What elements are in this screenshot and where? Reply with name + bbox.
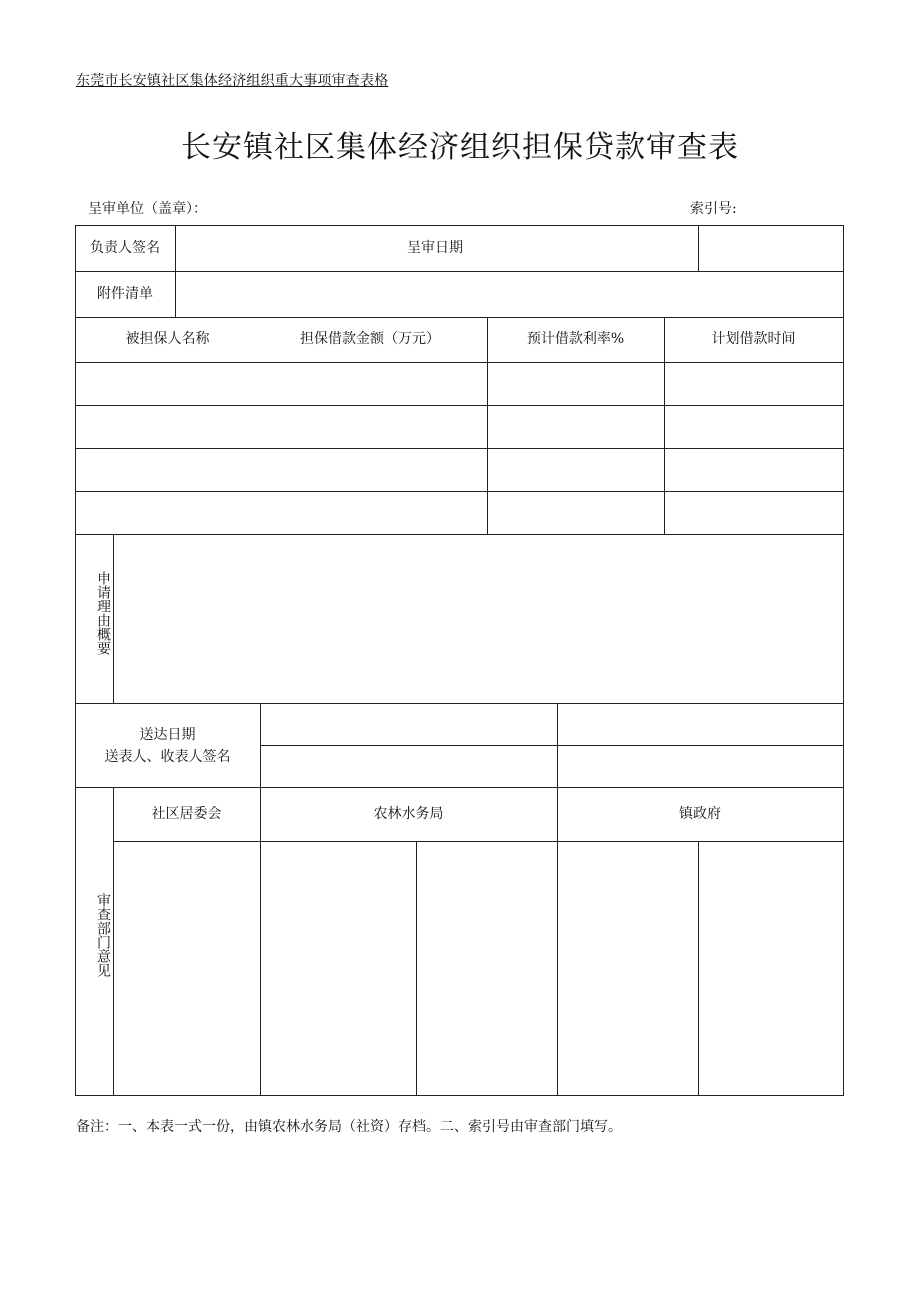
submitter-label: 呈审单位（盖章）：	[88, 201, 207, 217]
header-note: 东莞市长安镇社区集体经济组织重大事项审查表格	[76, 73, 389, 89]
footnote: 备注：一、本表一式一份，由镇农林水务局（社资）存档。二、索引号由审查部门填写。	[76, 1119, 622, 1135]
attachments-label: 附件清单	[97, 285, 153, 302]
col-amount: 担保借款金额（万元）	[300, 331, 440, 347]
signer-label: 负责人签名	[90, 239, 160, 256]
submit-date-field[interactable]	[698, 225, 843, 271]
review-label: 审查部门意见	[95, 893, 111, 977]
col-loan-time: 计划借款时间	[711, 331, 796, 347]
attachments-field[interactable]	[175, 271, 843, 317]
delivery-date-label: 送达日期	[139, 726, 196, 743]
dept-community: 社区居委会	[151, 805, 222, 822]
submit-date-label: 呈审日期	[407, 239, 463, 256]
reason-label: 申请理由概要	[95, 571, 111, 655]
reason-field[interactable]	[113, 534, 843, 703]
col-guaranteed-name: 被担保人名称	[125, 331, 210, 347]
dept-agriculture: 农林水务局	[373, 805, 444, 822]
col-rate: 预计借款利率%	[526, 331, 625, 347]
review-form-table	[75, 225, 844, 1096]
delivery-sign-label: 送表人、收表人签名	[104, 748, 231, 765]
index-number-label: 索引号:	[690, 201, 737, 217]
dept-town: 镇政府	[679, 805, 721, 822]
page-title: 长安镇社区集体经济组织担保贷款审查表	[181, 130, 739, 165]
